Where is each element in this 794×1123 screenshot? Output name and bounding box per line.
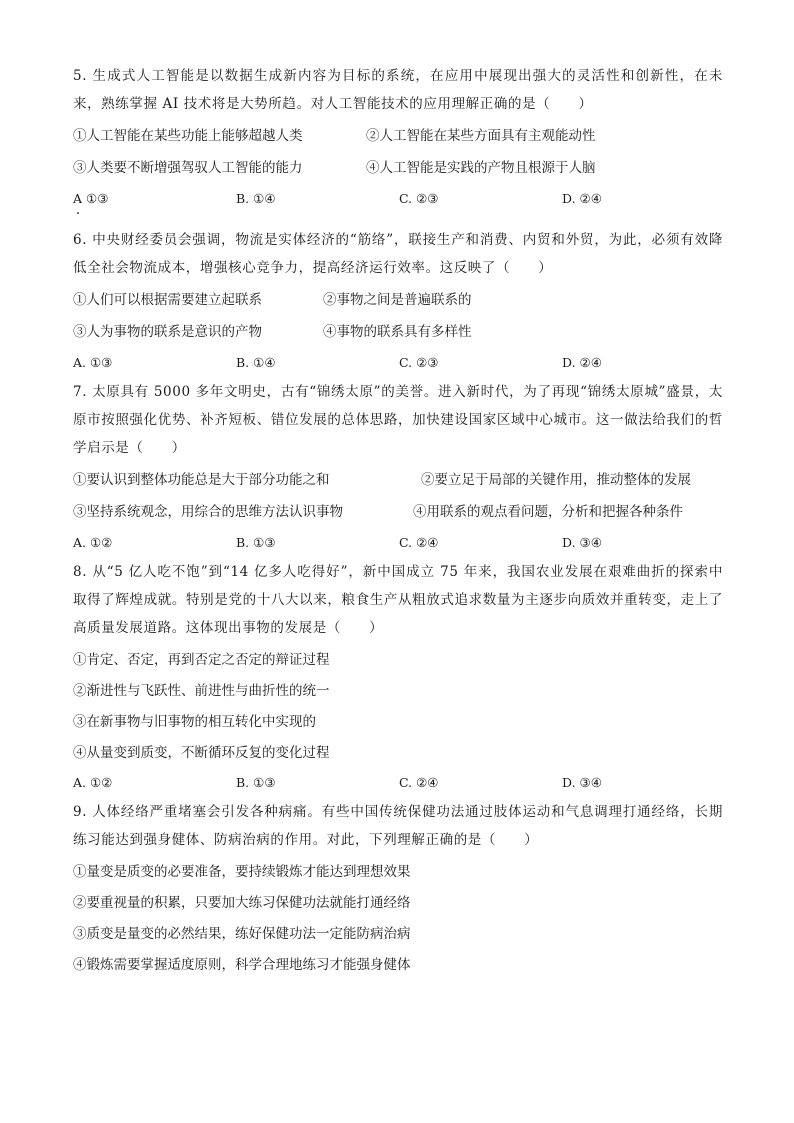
statement-4: ④人工智能是实践的产物且根源于人脑 xyxy=(366,160,596,176)
statement-1: ①量变是质变的必要准备，要持续锻炼才能达到理想效果 xyxy=(73,863,411,880)
statement-4: ④事物的联系具有多样性 xyxy=(323,324,472,340)
answer-choices xyxy=(73,766,723,798)
statement-4: ④用联系的观点看问题，分析和把握各种条件 xyxy=(413,504,683,520)
exam-content xyxy=(73,62,723,978)
statement-row xyxy=(73,462,723,494)
statement-3: ③质变是量变的必然结果，练好保健功法一定能防病治病 xyxy=(73,925,411,942)
statement-row xyxy=(73,150,723,182)
question-stem: 6. 中央财经委员会强调，物流是实体经济的“筋络”，联接生产和消费、内贸和外贸，为此，必须有效降低全社会物流成本，增强核心竞争力，提高经济运行效率。这反映了（ ） xyxy=(73,232,723,276)
choice-b[interactable]: B. ①③ xyxy=(236,534,276,550)
statement-1: ①人工智能在某些功能上能够超越人类 xyxy=(73,128,303,144)
question-9 xyxy=(73,798,723,978)
question-stem: 9. 人体经络严重堵塞会引发各种病痛。有些中国传统保健功法通过肢体运动和气息调理打通经络，长期练习能达到强身健体、防病治病的作用。对此，下列理解正确的是（ ） xyxy=(73,804,723,848)
statement-3: ③人类要不断增强驾驭人工智能的能力 xyxy=(73,160,303,176)
choice-c[interactable]: C. ②④ xyxy=(399,534,439,550)
choice-d[interactable]: D. ③④ xyxy=(562,774,602,790)
statement-3: ③在新事物与旧事物的相互转化中实现的 xyxy=(73,713,316,730)
choice-d[interactable]: D. ②④ xyxy=(562,190,602,206)
statement-3: ③人为事物的联系是意识的产物 xyxy=(73,324,262,340)
statement-row xyxy=(73,314,723,346)
question-stem: 8. 从“5 亿人吃不饱”到“14 亿多人吃得好”，新中国成立 75 年来，我国农业发展在艰难曲折的探索中取得了辉煌成就。特别是党的十八大以来，粮食生产从粗放式追求数量为主逐步向质效并重转变，走上了高质量发展道路。这体现出事物的发展是（ ） xyxy=(73,564,723,636)
statement-row xyxy=(73,494,723,526)
statement-2: ②事物之间是普遍联系的 xyxy=(323,292,472,308)
choice-c[interactable]: C. ②④ xyxy=(399,774,439,790)
question-8 xyxy=(73,558,723,798)
statement-4: ④锻炼需要掌握适度原则，科学合理地练习才能强身健体 xyxy=(73,956,411,973)
question-7 xyxy=(73,378,723,558)
choice-b[interactable]: B. ①③ xyxy=(236,774,276,790)
choice-d[interactable]: D. ③④ xyxy=(562,534,602,550)
statement-1: ①人们可以根据需要建立起联系 xyxy=(73,292,262,308)
statement-1: ①要认识到整体功能总是大于部分功能之和 xyxy=(73,472,330,488)
statement-2: ②人工智能在某些方面具有主观能动性 xyxy=(366,128,596,144)
dot-mark xyxy=(77,212,79,214)
statement-row xyxy=(73,282,723,314)
statement-2: ②要立足于局部的关键作用，推动整体的发展 xyxy=(421,472,691,488)
choice-a[interactable]: A. ①③ xyxy=(73,354,113,370)
answer-choices xyxy=(73,526,723,558)
question-6 xyxy=(73,226,723,378)
question-5 xyxy=(73,62,723,226)
choice-c[interactable]: C. ②③ xyxy=(399,354,439,370)
choice-a[interactable]: A ①③ xyxy=(73,190,109,206)
question-stem: 7. 太原具有 5000 多年文明史，古有“锦绣太原”的美誉。进入新时代，为了再现“锦绣太原城”盛景，太原市按照强化优势、补齐短板、错位发展的总体思路，加快建设国家区域中心城市。这一做法给我们的哲学启示是（ ） xyxy=(73,384,723,456)
statement-4: ④从量变到质变，不断循环反复的变化过程 xyxy=(73,744,330,761)
choice-b[interactable]: B. ①④ xyxy=(236,190,276,206)
statement-3: ③坚持系统观念，用综合的思维方法认识事物 xyxy=(73,504,343,520)
statement-2: ②渐进性与飞跃性、前进性与曲折性的统一 xyxy=(73,682,330,699)
choice-b[interactable]: B. ①④ xyxy=(236,354,276,370)
question-stem: 5. 生成式人工智能是以数据生成新内容为目标的系统，在应用中展现出强大的灵活性和创新性，在未来，熟练掌握 AI 技术将是大势所趋。对人工智能技术的应用理解正确的是（ ） xyxy=(73,68,723,112)
statement-2: ②要重视量的积累，只要加大练习保健功法就能打通经络 xyxy=(73,894,411,911)
statement-1: ①肯定、否定，再到否定之否定的辩证过程 xyxy=(73,651,330,668)
choice-c[interactable]: C. ②③ xyxy=(399,190,439,206)
answer-choices xyxy=(73,346,723,378)
answer-choices xyxy=(73,182,723,214)
statement-row xyxy=(73,118,723,150)
choice-a[interactable]: A. ①② xyxy=(73,534,113,550)
choice-a[interactable]: A. ①② xyxy=(73,774,113,790)
scan-mark xyxy=(73,214,723,226)
choice-d[interactable]: D. ②④ xyxy=(562,354,602,370)
